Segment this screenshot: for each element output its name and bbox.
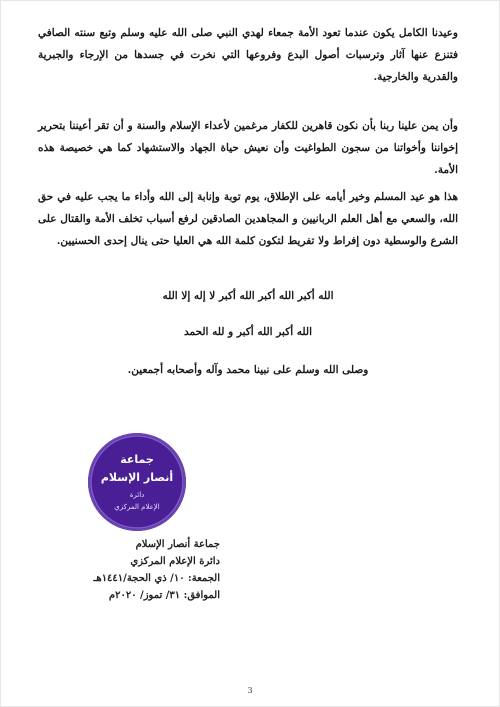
seal-graphic bbox=[88, 433, 186, 531]
signature-date-hijri: الجمعة: ١٠/ ذي الحجة/١٤٤١هـ bbox=[93, 573, 220, 584]
seal-text-2: أنصار الإسلام bbox=[100, 471, 174, 484]
signature-date-gregorian: الموافق: ٣١/ تموز/ ٢٠٢٠م bbox=[108, 590, 220, 601]
takbir-line-2: الله أكبر الله أكبر و لله الحمد bbox=[184, 326, 312, 338]
signature-org: جماعة أنصار الإسلام bbox=[135, 539, 220, 550]
paragraph-1: وعيدنا الكامل يكون عندما تعود الأمة جمعاء لهدي النبي صلى الله عليه وسلم وتبع سنته الصافي فتنزع عنها آثار وترسبات أصول البدع وفروعها التي نخرت في جسدها من الإرجاء والجبرية والقدرية والخارجية. bbox=[38, 27, 458, 83]
takbir-line-1: الله أكبر الله أكبر الله أكبر لا إله إلا الله bbox=[162, 290, 334, 302]
signature-dept: دائرة الإعلام المركزي bbox=[130, 556, 220, 567]
page-number: 3 bbox=[247, 686, 253, 695]
paragraph-2: وأن يمن علينا ربنا بأن نكون قاهرين للكفار مرغمين لأعداء الإسلام والسنة و أن تقر أعيننا بتحرير إخواننا وأخواتنا من سجون الطواغيت وأن نعيش حياة الجهاد والاستشهاد كما هي خصيصة هذه الأمة. bbox=[38, 120, 458, 176]
seal-text-4: الإعلام المركزي bbox=[114, 503, 160, 511]
organization-seal bbox=[88, 433, 186, 531]
closing-salutation: وصلى الله وسلم على نبينا محمد وآله وأصحابه أجمعين. bbox=[127, 364, 369, 376]
paragraph-3: هذا هو عيد المسلم وخير أيامه على الإطلاق، يوم توبة وإنابة إلى الله وأداء ما يجب عليه في حق الله، والسعي مع أهل العلم الربانيين و المجاهدين الصادقين لرفع أسباب تخلف الأمة والقتال على الشرع والوسطية دون إفراط ولا تفريط لتكون كلمة الله هي العليا حتى ينال إحدى الحسنيين. bbox=[38, 191, 458, 247]
seal-text-1: جماعة bbox=[120, 453, 154, 466]
seal-text-3: دائرة bbox=[129, 491, 145, 499]
signature-block bbox=[60, 536, 220, 604]
